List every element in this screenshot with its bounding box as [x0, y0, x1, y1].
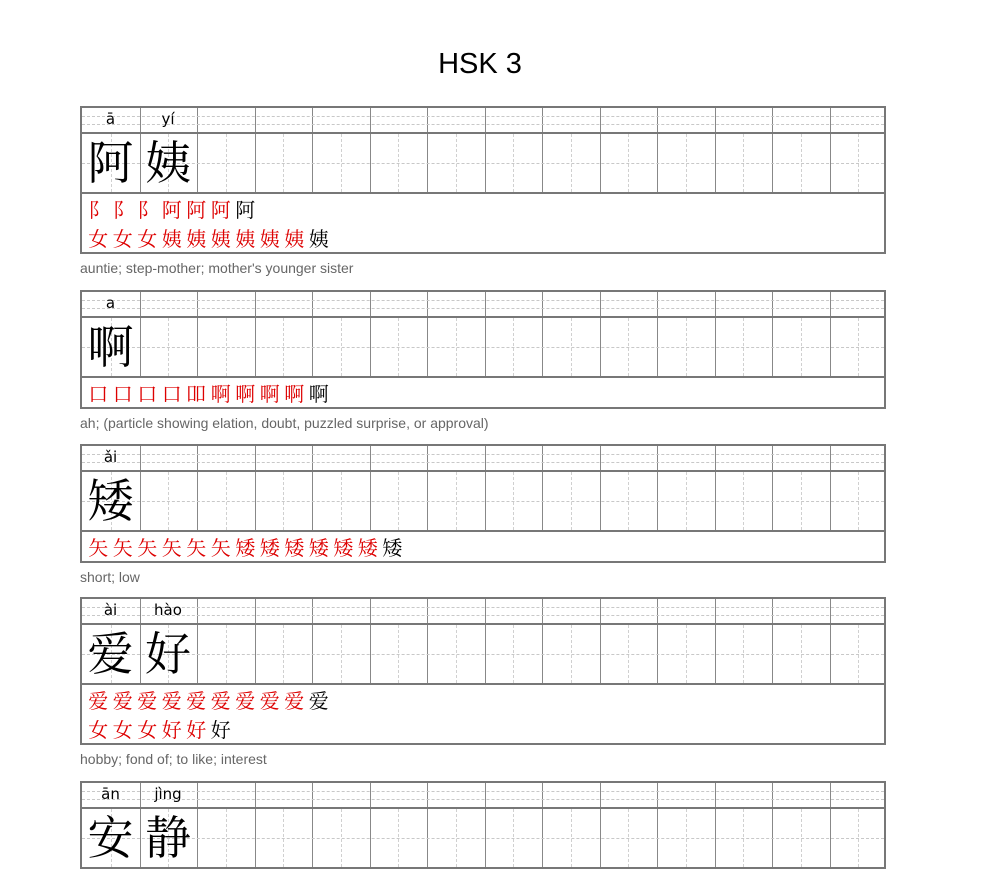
cell-guide-vertical	[743, 472, 744, 530]
cell-guide-vertical	[801, 318, 802, 376]
cell-divider	[830, 446, 831, 470]
pinyin-row	[82, 446, 884, 472]
cell-guide-vertical	[283, 809, 284, 867]
cell-guide-vertical	[168, 318, 169, 376]
stroke-step: 爱	[88, 689, 109, 713]
cell-divider	[600, 599, 601, 623]
stroke-step: 女	[112, 227, 133, 251]
vocab-entry	[80, 597, 886, 767]
stroke-step: 阿	[235, 198, 256, 222]
stroke-step: 矮	[333, 536, 354, 560]
cell-guide-vertical	[513, 625, 514, 683]
cell-guide-vertical	[858, 318, 859, 376]
stroke-step: 爱	[186, 689, 207, 713]
stroke-order-sequence	[86, 714, 233, 742]
hanzi-character: 爱	[87, 627, 134, 681]
cell-divider	[715, 446, 716, 470]
pinyin-guide-line	[82, 308, 884, 309]
stroke-step: 口	[88, 382, 109, 406]
cell-divider	[600, 783, 601, 807]
cell-divider	[370, 292, 371, 316]
cell-divider	[772, 599, 773, 623]
stroke-step: 爱	[235, 689, 256, 713]
stroke-order-sequence	[86, 532, 405, 560]
cell-divider	[485, 446, 486, 470]
stroke-step: 矢	[161, 536, 182, 560]
cell-guide-vertical	[686, 472, 687, 530]
cell-guide-vertical	[341, 134, 342, 192]
cell-guide-vertical	[571, 625, 572, 683]
pinyin-row	[82, 783, 884, 809]
cell-guide-vertical	[341, 809, 342, 867]
hanzi-character: 啊	[87, 320, 134, 374]
cell-guide-vertical	[226, 134, 227, 192]
cell-divider	[542, 783, 543, 807]
cell-divider	[715, 292, 716, 316]
cell-guide-vertical	[513, 318, 514, 376]
practice-grid	[80, 290, 886, 409]
cell-guide-vertical	[801, 472, 802, 530]
cell-divider	[140, 446, 141, 470]
cell-guide-vertical	[628, 809, 629, 867]
stroke-step: 矮	[235, 536, 256, 560]
cell-divider	[197, 783, 198, 807]
cell-guide-horizontal	[82, 654, 884, 655]
cell-guide-vertical	[686, 625, 687, 683]
practice-grid	[80, 781, 886, 869]
cell-divider	[600, 292, 601, 316]
cell-divider	[830, 783, 831, 807]
cell-guide-horizontal	[82, 163, 884, 164]
cell-guide-horizontal	[82, 838, 884, 839]
cell-guide-vertical	[283, 472, 284, 530]
stroke-step: 矮	[308, 536, 329, 560]
cell-guide-vertical	[743, 625, 744, 683]
pinyin-row	[82, 108, 884, 134]
stroke-order-sequence	[86, 685, 331, 713]
stroke-step: 阿	[161, 198, 182, 222]
stroke-step: 姨	[161, 227, 182, 251]
cell-divider	[427, 783, 428, 807]
cell-guide-vertical	[801, 625, 802, 683]
cell-guide-vertical	[513, 472, 514, 530]
cell-guide-vertical	[398, 809, 399, 867]
stroke-step: 矢	[186, 536, 207, 560]
cell-guide-vertical	[571, 809, 572, 867]
cell-guide-vertical	[628, 134, 629, 192]
cell-divider	[542, 108, 543, 132]
cell-divider	[715, 108, 716, 132]
cell-guide-vertical	[858, 134, 859, 192]
stroke-step: 阝	[88, 198, 109, 222]
cell-guide-vertical	[341, 472, 342, 530]
definition-text: auntie; step-mother; mother's younger sister	[80, 260, 354, 276]
cell-divider	[657, 108, 658, 132]
stroke-step: 矢	[210, 536, 231, 560]
definition-text: ah; (particle showing elation, doubt, puzzled surprise, or approval)	[80, 415, 489, 431]
stroke-step: 好	[210, 718, 231, 742]
stroke-step: 啊	[259, 382, 280, 406]
cell-guide-vertical	[801, 809, 802, 867]
cell-guide-vertical	[571, 472, 572, 530]
stroke-step: 矮	[357, 536, 378, 560]
stroke-step: 姨	[259, 227, 280, 251]
pinyin-label: ài	[103, 601, 118, 619]
stroke-step: 好	[186, 718, 207, 742]
stroke-step: 矢	[112, 536, 133, 560]
cell-divider	[197, 599, 198, 623]
cell-divider	[427, 599, 428, 623]
practice-grid	[80, 597, 886, 745]
cell-guide-vertical	[858, 809, 859, 867]
hanzi-character: 姨	[145, 136, 191, 190]
stroke-step: 阿	[210, 198, 231, 222]
cell-divider	[485, 599, 486, 623]
cell-divider	[657, 783, 658, 807]
cell-divider	[772, 783, 773, 807]
cell-divider	[830, 108, 831, 132]
cell-guide-vertical	[341, 318, 342, 376]
definition-text: hobby; fond of; to like; interest	[80, 751, 267, 767]
pinyin-label: jìng	[154, 785, 182, 803]
pinyin-guide-line	[82, 124, 884, 125]
cell-guide-vertical	[283, 134, 284, 192]
cell-divider	[830, 599, 831, 623]
cell-guide-vertical	[456, 134, 457, 192]
cell-guide-vertical	[283, 625, 284, 683]
cell-divider	[255, 783, 256, 807]
pinyin-guide-line	[82, 615, 884, 616]
cell-divider	[312, 599, 313, 623]
cell-guide-horizontal	[82, 347, 884, 348]
stroke-step: 矢	[137, 536, 158, 560]
stroke-step: 爱	[308, 689, 329, 713]
stroke-order-area	[82, 532, 884, 561]
cell-divider	[427, 292, 428, 316]
cell-guide-vertical	[686, 318, 687, 376]
stroke-step: 矢	[88, 536, 109, 560]
stroke-step: 好	[161, 718, 182, 742]
cell-guide-vertical	[571, 318, 572, 376]
cell-divider	[427, 446, 428, 470]
stroke-order-sequence	[86, 194, 258, 222]
stroke-step: 爱	[112, 689, 133, 713]
cell-guide-vertical	[858, 472, 859, 530]
cell-guide-vertical	[571, 134, 572, 192]
cell-guide-vertical	[686, 809, 687, 867]
practice-grid	[80, 106, 886, 254]
pinyin-label: hào	[154, 601, 182, 619]
cell-guide-vertical	[398, 134, 399, 192]
stroke-step: 爱	[137, 689, 158, 713]
stroke-order-area	[82, 194, 884, 252]
cell-divider	[485, 292, 486, 316]
cell-guide-vertical	[513, 809, 514, 867]
cell-divider	[255, 292, 256, 316]
stroke-step: 姨	[210, 227, 231, 251]
cell-guide-vertical	[513, 134, 514, 192]
cell-guide-vertical	[801, 134, 802, 192]
stroke-step: 矮	[284, 536, 305, 560]
pinyin-label: ǎi	[103, 448, 118, 466]
stroke-order-sequence	[86, 378, 331, 406]
cell-guide-vertical	[398, 318, 399, 376]
cell-divider	[485, 783, 486, 807]
cell-divider	[140, 292, 141, 316]
cell-guide-vertical	[226, 318, 227, 376]
stroke-step: 姨	[284, 227, 305, 251]
stroke-order-sequence	[86, 223, 331, 251]
cell-divider	[370, 599, 371, 623]
cell-guide-vertical	[858, 625, 859, 683]
cell-divider	[370, 446, 371, 470]
stroke-step: 爱	[259, 689, 280, 713]
stroke-step: 啊	[308, 382, 329, 406]
pinyin-row	[82, 292, 884, 318]
pinyin-label: ān	[101, 785, 120, 803]
cell-guide-vertical	[456, 318, 457, 376]
pinyin-row	[82, 599, 884, 625]
hanzi-character: 矮	[87, 474, 134, 528]
stroke-step: 姨	[186, 227, 207, 251]
stroke-step: 矮	[382, 536, 403, 560]
cell-divider	[312, 446, 313, 470]
vocab-entry	[80, 781, 886, 869]
pinyin-guide-line	[82, 791, 884, 792]
cell-divider	[772, 108, 773, 132]
pinyin-guide-line	[82, 462, 884, 463]
cell-divider	[312, 292, 313, 316]
vocab-entry	[80, 444, 886, 585]
definition-text: short; low	[80, 569, 140, 585]
hanzi-character: 安	[87, 811, 134, 865]
cell-divider	[715, 599, 716, 623]
stroke-step: 爱	[284, 689, 305, 713]
stroke-step: 啊	[284, 382, 305, 406]
cell-guide-vertical	[743, 318, 744, 376]
stroke-step: 阿	[186, 198, 207, 222]
cell-divider	[600, 446, 601, 470]
cell-divider	[600, 108, 601, 132]
stroke-step: 女	[112, 718, 133, 742]
cell-guide-vertical	[628, 472, 629, 530]
cell-divider	[255, 599, 256, 623]
pinyin-guide-line	[82, 454, 884, 455]
cell-divider	[772, 446, 773, 470]
cell-guide-vertical	[341, 625, 342, 683]
stroke-step: 阝	[112, 198, 133, 222]
cell-divider	[657, 292, 658, 316]
stroke-step: 吅	[186, 382, 207, 406]
vocab-entry	[80, 290, 886, 431]
cell-guide-horizontal	[82, 501, 884, 502]
stroke-step: 啊	[210, 382, 231, 406]
cell-guide-vertical	[743, 134, 744, 192]
cell-guide-vertical	[398, 625, 399, 683]
stroke-step: 矮	[259, 536, 280, 560]
cell-divider	[485, 108, 486, 132]
cell-divider	[542, 599, 543, 623]
stroke-step: 口	[112, 382, 133, 406]
pinyin-label: a	[105, 294, 116, 312]
character-row	[82, 625, 884, 685]
hanzi-character: 阿	[87, 136, 134, 190]
cell-guide-vertical	[226, 625, 227, 683]
pinyin-guide-line	[82, 300, 884, 301]
cell-divider	[542, 446, 543, 470]
stroke-step: 爱	[210, 689, 231, 713]
pinyin-label: yí	[161, 110, 175, 128]
character-row	[82, 318, 884, 378]
practice-grid	[80, 444, 886, 563]
cell-guide-vertical	[686, 134, 687, 192]
hanzi-character: 好	[145, 627, 191, 681]
stroke-step: 啊	[235, 382, 256, 406]
character-row	[82, 134, 884, 194]
cell-guide-vertical	[456, 809, 457, 867]
pinyin-guide-line	[82, 607, 884, 608]
stroke-step: 口	[161, 382, 182, 406]
vocab-entry	[80, 106, 886, 276]
cell-guide-vertical	[743, 809, 744, 867]
stroke-step: 阝	[137, 198, 158, 222]
cell-guide-vertical	[456, 472, 457, 530]
cell-guide-vertical	[628, 318, 629, 376]
stroke-step: 女	[88, 718, 109, 742]
cell-divider	[657, 599, 658, 623]
stroke-step: 爱	[161, 689, 182, 713]
cell-guide-vertical	[226, 472, 227, 530]
cell-divider	[427, 108, 428, 132]
stroke-step: 女	[137, 718, 158, 742]
stroke-step: 姨	[235, 227, 256, 251]
cell-divider	[197, 292, 198, 316]
cell-divider	[772, 292, 773, 316]
cell-divider	[715, 783, 716, 807]
cell-guide-vertical	[456, 625, 457, 683]
character-row	[82, 472, 884, 532]
cell-divider	[197, 446, 198, 470]
stroke-step: 口	[137, 382, 158, 406]
cell-divider	[255, 446, 256, 470]
cell-guide-vertical	[283, 318, 284, 376]
stroke-step: 女	[137, 227, 158, 251]
pinyin-guide-line	[82, 799, 884, 800]
cell-divider	[370, 783, 371, 807]
page-title: HSK 3	[438, 48, 522, 80]
character-row	[82, 809, 884, 869]
cell-divider	[197, 108, 198, 132]
cell-divider	[657, 446, 658, 470]
cell-divider	[542, 292, 543, 316]
cell-divider	[312, 783, 313, 807]
cell-guide-vertical	[226, 809, 227, 867]
cell-divider	[370, 108, 371, 132]
cell-guide-vertical	[398, 472, 399, 530]
pinyin-guide-line	[82, 116, 884, 117]
stroke-order-area	[82, 685, 884, 743]
cell-divider	[830, 292, 831, 316]
stroke-order-area	[82, 378, 884, 407]
cell-divider	[312, 108, 313, 132]
cell-guide-vertical	[168, 472, 169, 530]
cell-divider	[255, 108, 256, 132]
stroke-step: 姨	[308, 227, 329, 251]
stroke-step: 女	[88, 227, 109, 251]
pinyin-label: ā	[105, 110, 116, 128]
hanzi-character: 静	[145, 811, 191, 865]
cell-guide-vertical	[628, 625, 629, 683]
